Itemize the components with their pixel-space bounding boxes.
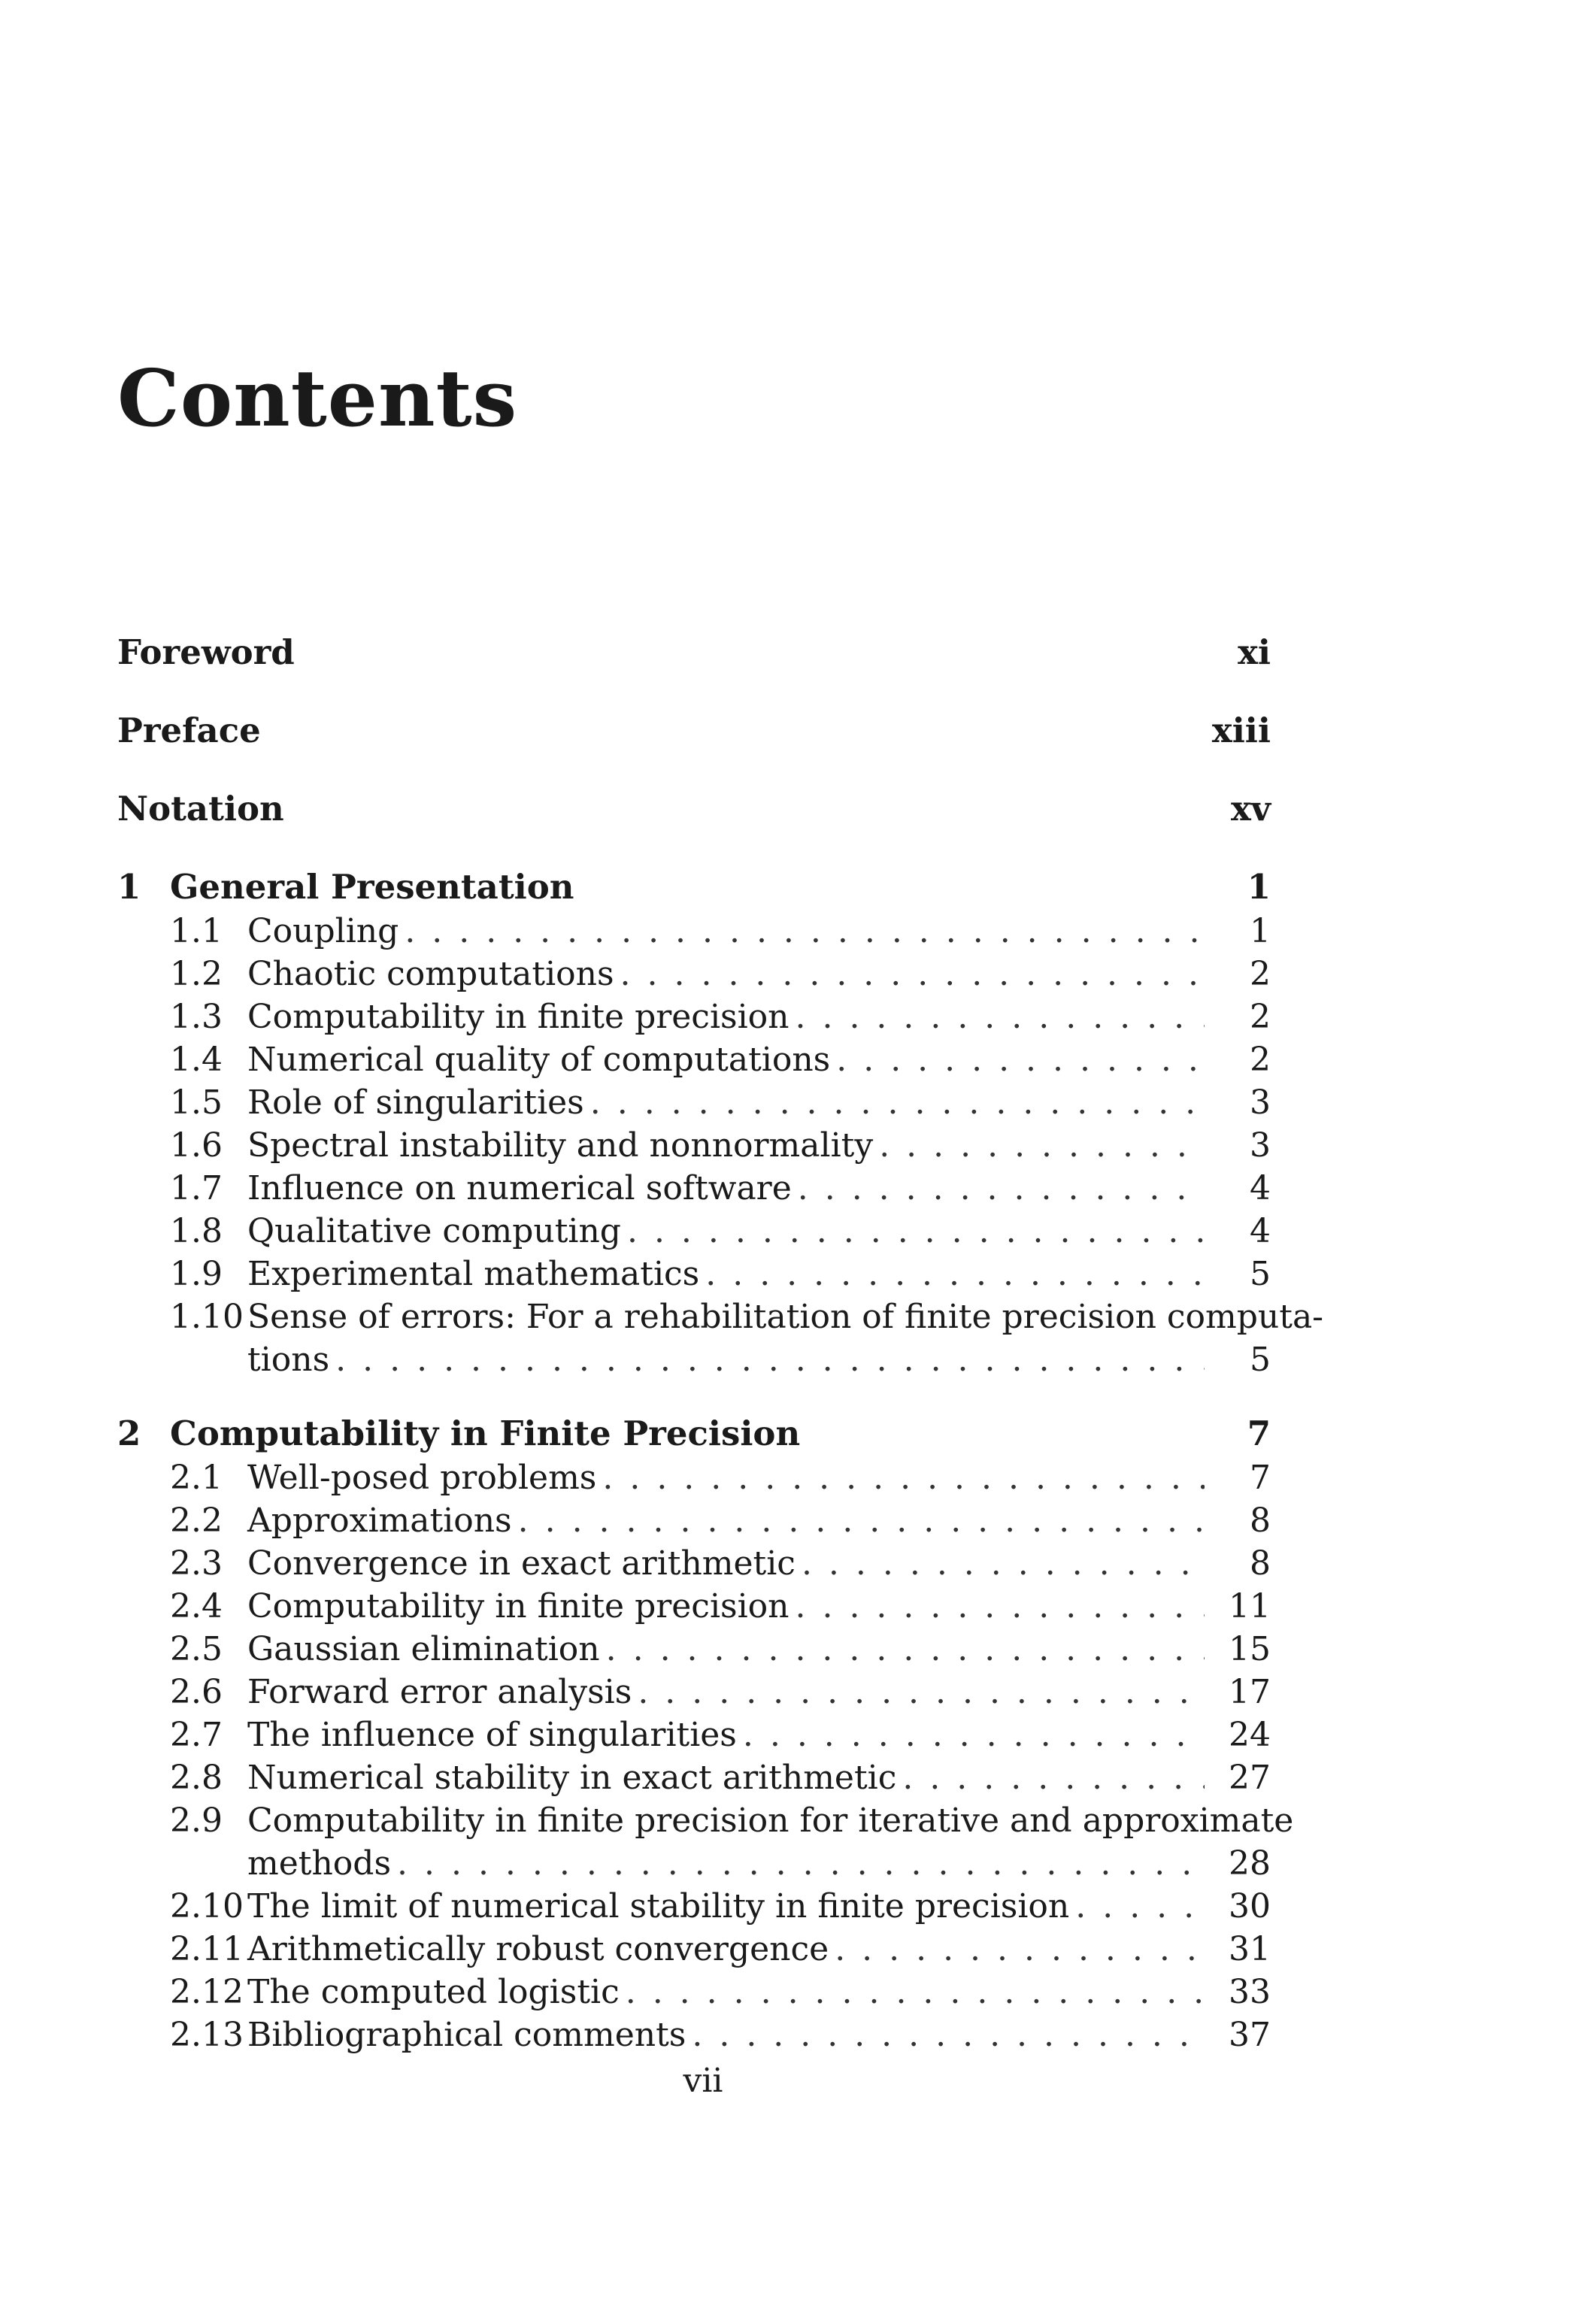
toc-front-entry[interactable] [117, 789, 1271, 837]
toc-page-number: 7 [1247, 1413, 1271, 1453]
dot-leader [638, 1676, 1205, 1709]
table-of-contents [117, 632, 1324, 2062]
dot-leader [405, 915, 1205, 948]
toc-page-number: 37 [1229, 2016, 1271, 2054]
dot-leader [602, 1462, 1205, 1495]
dot-leader [796, 1590, 1205, 1623]
toc-page-number: 28 [1229, 1844, 1271, 1883]
toc-section-entry[interactable] [117, 1887, 1271, 1933]
section-title-continuation: tions [247, 1341, 330, 1379]
toc-section-entry[interactable] [117, 1501, 1271, 1547]
section-title: Coupling [247, 912, 399, 950]
toc-chapter-entry[interactable] [117, 867, 1271, 915]
toc-section-entry[interactable] [117, 1041, 1271, 1086]
toc-section-continuation[interactable] [117, 1341, 1271, 1386]
section-number: 1.1 [170, 912, 223, 950]
section-number: 2.6 [170, 1673, 223, 1711]
section-number: 1.6 [170, 1126, 223, 1165]
toc-section-entry[interactable] [117, 2016, 1271, 2062]
toc-section-entry[interactable] [117, 1673, 1271, 1719]
toc-section-entry[interactable] [117, 912, 1271, 958]
chapter-title: General Presentation [170, 867, 574, 907]
toc-section-entry[interactable] [117, 1930, 1271, 1976]
section-number: 2.1 [170, 1459, 223, 1497]
section-title: Numerical quality of computations [247, 1041, 831, 1079]
toc-page-number: 2 [1250, 955, 1271, 993]
toc-page-number: 3 [1250, 1083, 1271, 1122]
dot-leader [620, 958, 1205, 991]
section-number: 1.9 [170, 1255, 223, 1293]
toc-section-entry[interactable] [117, 1716, 1271, 1762]
section-title: Spectral instability and nonnormality [247, 1126, 874, 1165]
section-title: Computability in finite precision [247, 1587, 790, 1626]
toc-page-number: 30 [1229, 1887, 1271, 1926]
section-title: Approximations [247, 1501, 512, 1540]
section-number: 1.10 [170, 1298, 244, 1336]
toc-page-number: 11 [1229, 1587, 1271, 1626]
section-title: Well-posed problems [247, 1459, 597, 1497]
toc-page-number: 4 [1250, 1212, 1271, 1250]
section-number: 2.9 [170, 1801, 223, 1840]
toc-section-entry[interactable] [117, 1083, 1271, 1129]
section-title: Computability in finite precision [247, 998, 790, 1036]
dot-leader [796, 1001, 1205, 1034]
toc-page-number: xi [1238, 632, 1271, 672]
toc-entry-title: Notation [117, 789, 284, 829]
dot-leader [835, 1933, 1205, 1966]
section-title: The influence of singularities [247, 1716, 737, 1754]
toc-page-number: 7 [1250, 1459, 1271, 1497]
toc-front-entry[interactable] [117, 632, 1271, 680]
section-number: 1.2 [170, 955, 223, 993]
section-number: 2.11 [170, 1930, 244, 1968]
page-number: vii [683, 2062, 723, 2100]
toc-page-number: 3 [1250, 1126, 1271, 1165]
section-number: 1.3 [170, 998, 223, 1036]
dot-leader [902, 1762, 1205, 1795]
toc-page-number: 5 [1250, 1341, 1271, 1379]
section-title-continuation: methods [247, 1844, 392, 1883]
section-number: 2.2 [170, 1501, 223, 1540]
toc-section-entry[interactable] [117, 955, 1271, 1001]
section-number: 2.4 [170, 1587, 223, 1626]
section-number: 2.12 [170, 1973, 244, 2011]
dot-leader [1075, 1890, 1205, 1923]
section-number: 1.8 [170, 1212, 223, 1250]
section-title: The limit of numerical stability in finite precision [247, 1887, 1070, 1926]
toc-section-entry[interactable] [117, 1801, 1294, 1847]
section-number: 2.5 [170, 1630, 223, 1668]
toc-page-number: xiii [1211, 711, 1271, 750]
toc-section-entry[interactable] [117, 1544, 1271, 1590]
toc-section-entry[interactable] [117, 1587, 1271, 1633]
section-number: 2.13 [170, 2016, 244, 2054]
chapter-number: 1 [117, 867, 141, 907]
section-number: 1.5 [170, 1083, 223, 1122]
section-title: Role of singularities [247, 1083, 584, 1122]
toc-page-number: 15 [1229, 1630, 1271, 1668]
toc-page-number: 24 [1229, 1716, 1271, 1754]
toc-section-entry[interactable] [117, 1973, 1271, 2019]
dot-leader [798, 1172, 1205, 1205]
toc-page-number: 8 [1250, 1544, 1271, 1583]
toc-page-number: 1 [1247, 867, 1271, 907]
dot-leader [590, 1086, 1205, 1120]
dot-leader [335, 1344, 1205, 1377]
toc-page-number: 8 [1250, 1501, 1271, 1540]
toc-entry-title: Preface [117, 711, 261, 750]
chapter-title: Computability in Finite Precision [170, 1413, 801, 1453]
dot-leader [836, 1044, 1205, 1077]
section-title: Qualitative computing [247, 1212, 621, 1250]
toc-entry-title: Foreword [117, 632, 295, 672]
section-title: Influence on numerical software [247, 1169, 792, 1207]
toc-section-entry[interactable] [117, 1255, 1271, 1301]
section-title: Sense of errors: For a rehabilitation of finite precision computa- [247, 1298, 1324, 1336]
section-title: Chaotic computations [247, 955, 614, 993]
section-number: 1.4 [170, 1041, 223, 1079]
section-title: The computed logistic [247, 1973, 620, 2011]
dot-leader [627, 1215, 1205, 1248]
toc-page-number: 31 [1229, 1930, 1271, 1968]
dot-leader [705, 1258, 1205, 1291]
dot-leader [626, 1976, 1205, 2009]
page-title: Contents [117, 352, 518, 444]
toc-page-number: 5 [1250, 1255, 1271, 1293]
section-title: Experimental mathematics [247, 1255, 700, 1293]
toc-page-number: 27 [1229, 1759, 1271, 1797]
dot-leader [692, 2019, 1205, 2052]
section-number: 2.8 [170, 1759, 223, 1797]
dot-leader [802, 1547, 1205, 1580]
dot-leader [606, 1633, 1205, 1666]
toc-section-entry[interactable] [117, 1459, 1271, 1504]
section-title: Convergence in exact arithmetic [247, 1544, 796, 1583]
section-title: Forward error analysis [247, 1673, 632, 1711]
toc-section-entry[interactable] [117, 1298, 1324, 1344]
toc-page-number: 2 [1250, 998, 1271, 1036]
section-title: Numerical stability in exact arithmetic [247, 1759, 897, 1797]
toc-section-entry[interactable] [117, 1212, 1271, 1258]
section-title: Gaussian elimination [247, 1630, 600, 1668]
section-title: Bibliographical comments [247, 2016, 686, 2054]
section-number: 2.3 [170, 1544, 223, 1583]
toc-section-entry[interactable] [117, 1126, 1271, 1172]
toc-page-number: 4 [1250, 1169, 1271, 1207]
toc-section-continuation[interactable] [117, 1844, 1271, 1890]
dot-leader [397, 1847, 1205, 1880]
toc-page-number: 1 [1250, 912, 1271, 950]
chapter-number: 2 [117, 1413, 141, 1453]
toc-page-number: xv [1231, 789, 1271, 829]
section-number: 2.7 [170, 1716, 223, 1754]
dot-leader [518, 1504, 1205, 1538]
dot-leader [743, 1719, 1205, 1752]
toc-section-entry[interactable] [117, 1759, 1271, 1804]
dot-leader [879, 1129, 1205, 1162]
section-number: 1.7 [170, 1169, 223, 1207]
toc-chapter-entry[interactable] [117, 1413, 1271, 1462]
toc-section-entry[interactable] [117, 1630, 1271, 1676]
toc-page-number: 33 [1229, 1973, 1271, 2011]
toc-front-entry[interactable] [117, 711, 1271, 759]
section-title: Arithmetically robust convergence [247, 1930, 829, 1968]
toc-section-entry[interactable] [117, 998, 1271, 1044]
toc-section-entry[interactable] [117, 1169, 1271, 1215]
section-number: 2.10 [170, 1887, 244, 1926]
toc-page-number: 17 [1229, 1673, 1271, 1711]
toc-page-number: 2 [1250, 1041, 1271, 1079]
section-title: Computability in finite precision for iterative and approximate [247, 1801, 1294, 1840]
